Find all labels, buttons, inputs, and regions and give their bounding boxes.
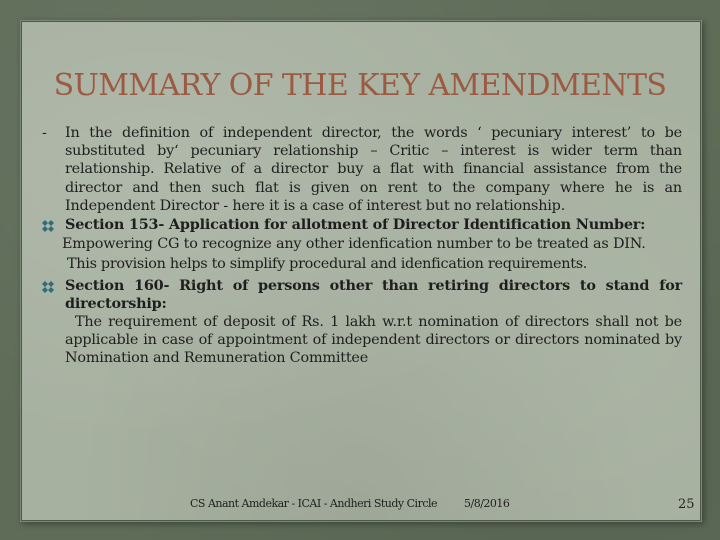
section-160-heading — [42, 277, 682, 313]
footer-date: 5/8/2016 — [464, 497, 510, 510]
dash-marker: - — [42, 125, 47, 141]
independent-director-text: In the definition of independent director, the words ‘ pecuniary interest’ to be substituted by‘ pecuniary relationship – Critic – interest is wider term than relationship. Relative of a director buy a flat with financial assistance from the director and then such flat is given on rent to the company where he is an Independent Director - here it is a case of interest but no relationship. — [65, 125, 682, 214]
section-153-para-1: Empowering CG to recognize any other idenfication number to be treated as DIN. — [62, 236, 646, 253]
section-153-heading — [42, 216, 682, 234]
diamond-bullet-icon — [42, 220, 54, 232]
page-number: 25 — [678, 497, 695, 512]
section-153-heading-text: Section 153- Application for allotment of Director Identification Number: — [65, 216, 646, 234]
section-153-para-2: This provision helps to simplify procedural and idenfication requirements. — [67, 256, 588, 273]
diamond-bullet-icon — [42, 281, 54, 293]
slide-body — [42, 124, 682, 368]
list-item — [42, 124, 682, 215]
section-160-para-1: The requirement of deposit of Rs. 1 lakh w.r.t nomination of directors shall not be applicable in case of appointment of independent directors or directors nominated by Nomination and Remuneration Committee — [65, 314, 682, 367]
footer-author: CS Anant Amdekar - ICAI - Andheri Study Circle — [190, 497, 438, 510]
section-160-heading-text: Section 160- Right of persons other than retiring directors to stand for directorship: — [65, 276, 682, 312]
slide-title: SUMMARY OF THE KEY AMENDMENTS — [53, 68, 667, 103]
